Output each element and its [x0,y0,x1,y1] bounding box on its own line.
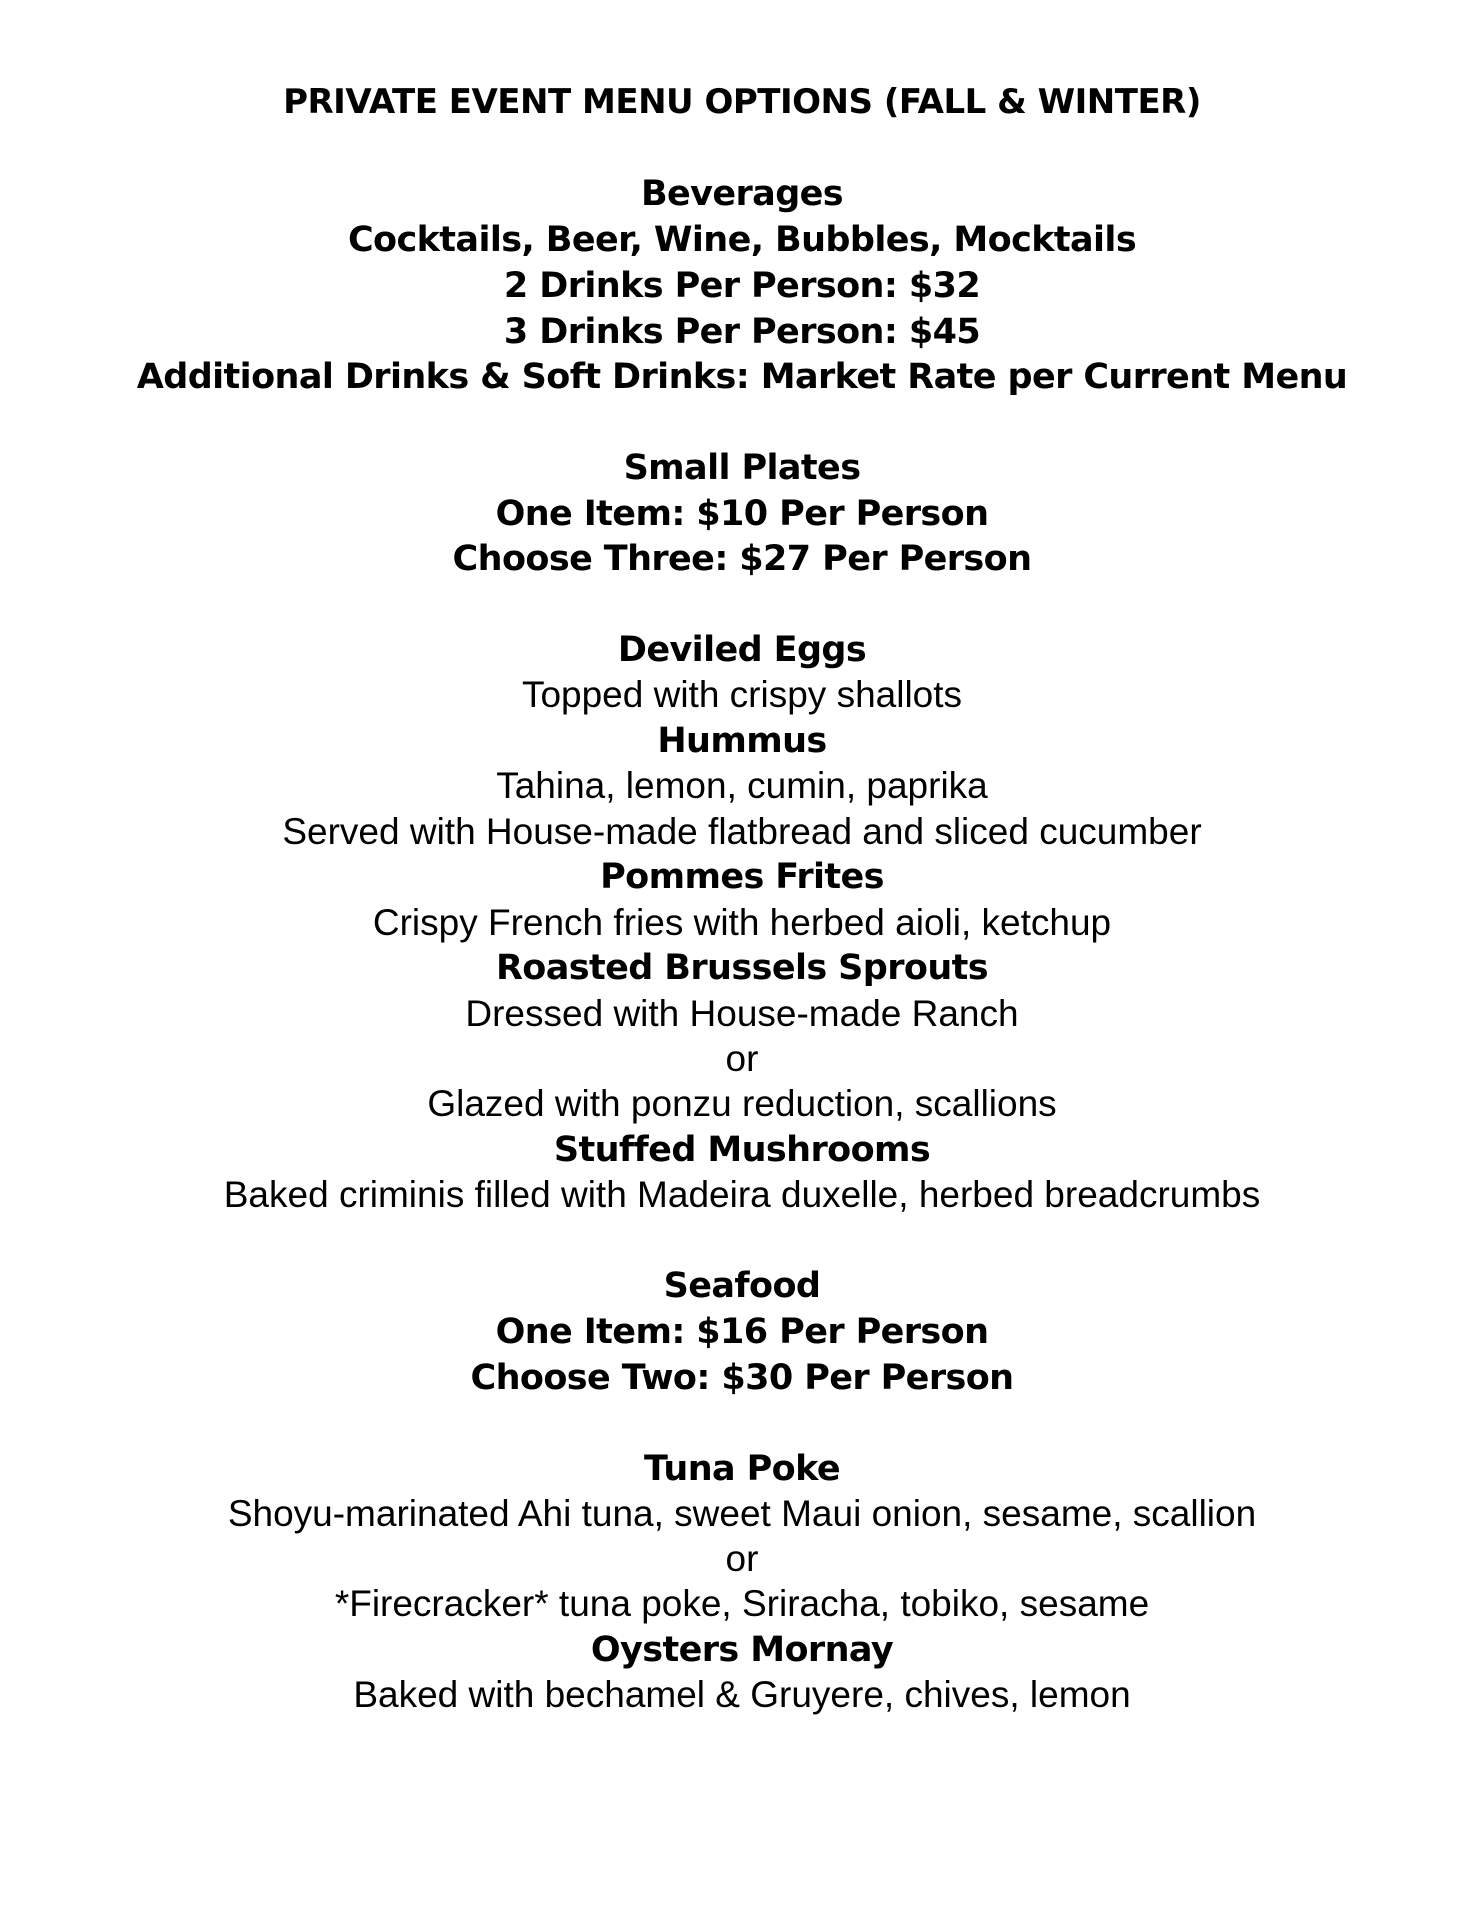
menu-item-description: Topped with crispy shallots [521,674,963,715]
menu-item-description: Tahina, lemon, cumin, paprika [496,765,988,806]
small-plates-heading: Small Plates [623,448,861,488]
beverages-additional-note: Additional Drinks & Soft Drinks: Market Rate per Current Menu [136,357,1348,397]
menu-item-name: Pommes Frites [600,857,884,897]
menu-item-name: Roasted Brussels Sprouts [495,948,989,988]
menu-item-description: Baked criminis filled with Madeira duxelle, herbed breadcrumbs [223,1174,1261,1215]
menu-item-description: Dressed with House-made Ranch [465,993,1019,1034]
menu-item-description: Crispy French fries with herbed aioli, ketchup [372,902,1112,943]
menu-item-name: Stuffed Mushrooms [553,1130,931,1170]
page-title: PRIVATE EVENT MENU OPTIONS (FALL & WINTER) [283,82,1201,122]
small-plates-one-item-price: One Item: $10 Per Person [495,494,989,534]
seafood-heading: Seafood [663,1266,821,1306]
seafood-one-item-price: One Item: $16 Per Person [495,1312,989,1352]
menu-item-option-or: or [725,1538,759,1579]
menu-item-option-or: or [725,1038,759,1079]
small-plates-choose-three-price: Choose Three: $27 Per Person [452,539,1032,579]
beverages-three-drinks-price: 3 Drinks Per Person: $45 [503,312,981,352]
seafood-choose-two-price: Choose Two: $30 Per Person [470,1358,1014,1398]
menu-item-description: Served with House-made flatbread and sliced cucumber [282,811,1202,852]
menu-item-description: Shoyu-marinated Ahi tuna, sweet Maui onion, sesame, scallion [227,1493,1257,1534]
menu-item-description: *Firecracker* tuna poke, Sriracha, tobiko, sesame [334,1583,1150,1624]
menu-item-description: Glazed with ponzu reduction, scallions [427,1083,1057,1124]
menu-item-name: Hummus [657,721,827,761]
menu-item-name: Deviled Eggs [617,630,867,670]
beverages-two-drinks-price: 2 Drinks Per Person: $32 [503,266,981,306]
menu-item-name: Oysters Mornay [590,1630,894,1670]
beverages-types: Cocktails, Beer, Wine, Bubbles, Mocktails [347,220,1137,260]
menu-item-name: Tuna Poke [643,1449,841,1489]
beverages-heading: Beverages [640,174,844,214]
menu-item-description: Baked with bechamel & Gruyere, chives, lemon [353,1674,1131,1715]
